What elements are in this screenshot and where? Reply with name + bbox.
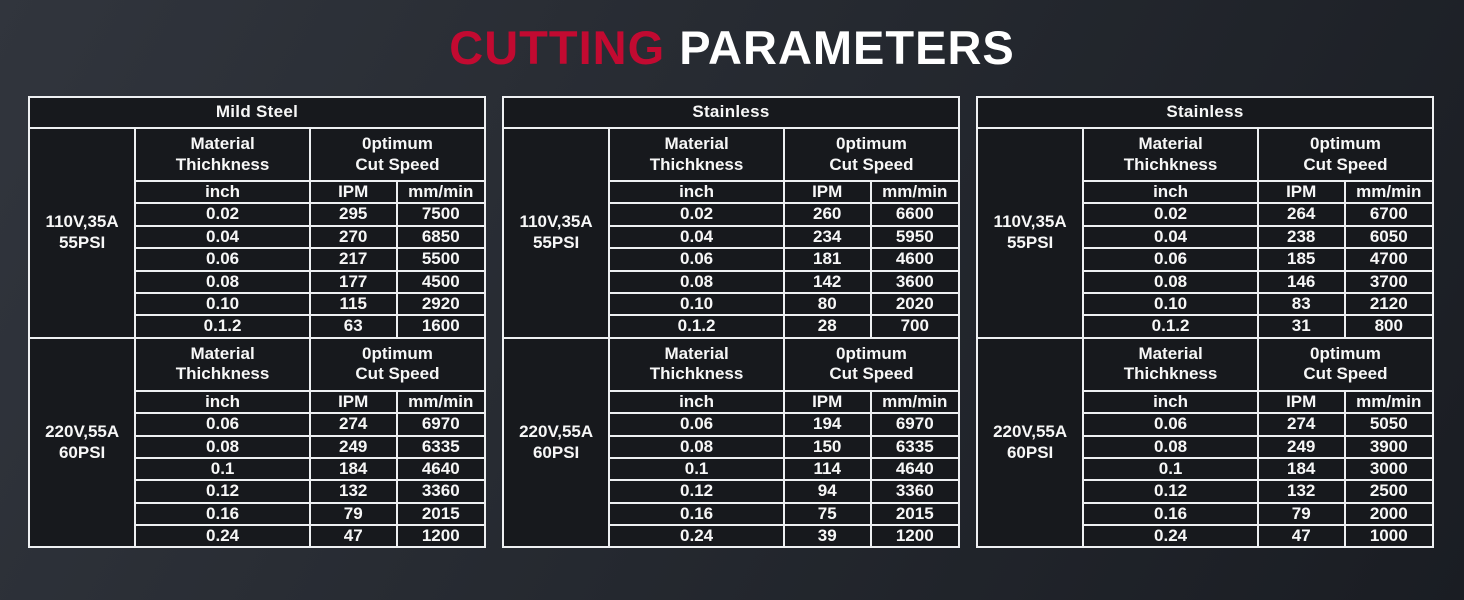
cell-ipm: 115 bbox=[310, 293, 397, 315]
unit-header-mm: mm/min bbox=[871, 181, 959, 203]
cell-ipm: 114 bbox=[784, 458, 871, 480]
section-label-line: 60PSI bbox=[532, 442, 580, 462]
col-header-line: Thichkness bbox=[175, 154, 270, 174]
cell-ipm: 132 bbox=[1258, 480, 1345, 502]
section-label-line: 220V,55A bbox=[519, 422, 594, 442]
cell-ipm: 177 bbox=[310, 271, 397, 293]
cell-thickness: 0.06 bbox=[135, 248, 310, 270]
section-header-row bbox=[503, 128, 959, 181]
table-body bbox=[977, 97, 1433, 547]
section-header-row bbox=[977, 338, 1433, 391]
section-header-row bbox=[29, 338, 485, 391]
col-header-speed bbox=[1258, 128, 1433, 181]
cell-thickness: 0.10 bbox=[135, 293, 310, 315]
cell-thickness: 0.08 bbox=[1083, 436, 1258, 458]
cell-ipm: 184 bbox=[310, 458, 397, 480]
cell-ipm: 39 bbox=[784, 525, 871, 547]
cell-thickness: 0.06 bbox=[609, 413, 784, 435]
cell-ipm: 142 bbox=[784, 271, 871, 293]
col-header-line: Thichkness bbox=[175, 364, 270, 384]
cell-mm: 6970 bbox=[397, 413, 485, 435]
col-header-line: Material bbox=[664, 343, 729, 363]
cell-thickness: 0.08 bbox=[1083, 271, 1258, 293]
col-header-line: Cut Speed bbox=[355, 364, 440, 384]
cell-mm: 3360 bbox=[397, 480, 485, 502]
unit-header-ipm: IPM bbox=[1258, 391, 1345, 413]
cell-ipm: 47 bbox=[1258, 525, 1345, 547]
cell-thickness: 0.1.2 bbox=[609, 315, 784, 337]
cell-mm: 3000 bbox=[1345, 458, 1433, 480]
page-title-accent: CUTTING bbox=[449, 21, 666, 74]
col-header-speed bbox=[310, 128, 485, 181]
cell-thickness: 0.10 bbox=[609, 293, 784, 315]
cell-mm: 6700 bbox=[1345, 203, 1433, 225]
cutting-parameters-table bbox=[28, 96, 486, 548]
cell-mm: 6970 bbox=[871, 413, 959, 435]
col-header-line: 0ptimum bbox=[1310, 343, 1381, 363]
table-body bbox=[503, 97, 959, 547]
col-header-line: 0ptimum bbox=[1310, 134, 1381, 154]
unit-header-ipm: IPM bbox=[310, 181, 397, 203]
cell-thickness: 0.1.2 bbox=[1083, 315, 1258, 337]
cell-ipm: 146 bbox=[1258, 271, 1345, 293]
section-header-row bbox=[977, 128, 1433, 181]
col-header-speed bbox=[784, 338, 959, 391]
cell-thickness: 0.16 bbox=[135, 503, 310, 525]
cell-ipm: 132 bbox=[310, 480, 397, 502]
section-label-line: 220V,55A bbox=[993, 422, 1068, 442]
cell-mm: 6335 bbox=[871, 436, 959, 458]
cell-mm: 2500 bbox=[1345, 480, 1433, 502]
cell-thickness: 0.06 bbox=[609, 248, 784, 270]
cell-mm: 4640 bbox=[397, 458, 485, 480]
cell-mm: 2015 bbox=[397, 503, 485, 525]
cell-ipm: 79 bbox=[1258, 503, 1345, 525]
cell-thickness: 0.10 bbox=[1083, 293, 1258, 315]
cell-ipm: 249 bbox=[1258, 436, 1345, 458]
cell-ipm: 150 bbox=[784, 436, 871, 458]
material-band-row bbox=[977, 97, 1433, 128]
cell-ipm: 249 bbox=[310, 436, 397, 458]
unit-header-inch: inch bbox=[609, 181, 784, 203]
col-header-thickness bbox=[609, 128, 784, 181]
unit-header-inch: inch bbox=[1083, 181, 1258, 203]
cell-thickness: 0.08 bbox=[609, 436, 784, 458]
col-header-speed bbox=[1258, 338, 1433, 391]
cell-ipm: 94 bbox=[784, 480, 871, 502]
col-header-speed bbox=[784, 128, 959, 181]
col-header-speed bbox=[310, 338, 485, 391]
table-body bbox=[29, 97, 485, 547]
cell-ipm: 80 bbox=[784, 293, 871, 315]
cell-mm: 4500 bbox=[397, 271, 485, 293]
unit-header-ipm: IPM bbox=[310, 391, 397, 413]
cell-thickness: 0.02 bbox=[135, 203, 310, 225]
cell-ipm: 63 bbox=[310, 315, 397, 337]
col-header-line: Material bbox=[1138, 134, 1203, 154]
col-header-line: Cut Speed bbox=[829, 364, 914, 384]
cell-thickness: 0.12 bbox=[135, 480, 310, 502]
cutting-parameters-table bbox=[976, 96, 1434, 548]
cell-mm: 700 bbox=[871, 315, 959, 337]
cell-thickness: 0.1 bbox=[135, 458, 310, 480]
section-label bbox=[29, 338, 135, 548]
section-label-line: 110V,35A bbox=[45, 212, 119, 232]
cell-ipm: 184 bbox=[1258, 458, 1345, 480]
cell-mm: 4640 bbox=[871, 458, 959, 480]
cell-mm: 3600 bbox=[871, 271, 959, 293]
unit-header-ipm: IPM bbox=[784, 391, 871, 413]
unit-header-mm: mm/min bbox=[1345, 391, 1433, 413]
cutting-parameters-table bbox=[502, 96, 960, 548]
cell-ipm: 31 bbox=[1258, 315, 1345, 337]
section-label bbox=[503, 128, 609, 338]
col-header-line: Cut Speed bbox=[829, 154, 914, 174]
section-label-line: 55PSI bbox=[1006, 232, 1054, 252]
cell-ipm: 264 bbox=[1258, 203, 1345, 225]
col-header-line: Cut Speed bbox=[355, 154, 440, 174]
cell-thickness: 0.12 bbox=[1083, 480, 1258, 502]
unit-header-inch: inch bbox=[135, 391, 310, 413]
section-label bbox=[977, 338, 1083, 548]
col-header-line: Material bbox=[190, 343, 255, 363]
material-title-band: Stainless bbox=[977, 97, 1433, 128]
cell-thickness: 0.08 bbox=[609, 271, 784, 293]
cell-mm: 1200 bbox=[397, 525, 485, 547]
section-label-line: 110V,35A bbox=[993, 212, 1067, 232]
section-label-line: 110V,35A bbox=[519, 212, 593, 232]
col-header-thickness bbox=[1083, 338, 1258, 391]
cell-mm: 800 bbox=[1345, 315, 1433, 337]
cell-thickness: 0.12 bbox=[609, 480, 784, 502]
cell-ipm: 83 bbox=[1258, 293, 1345, 315]
material-title-band: Stainless bbox=[503, 97, 959, 128]
section-label bbox=[977, 128, 1083, 338]
material-band-row bbox=[503, 97, 959, 128]
cell-thickness: 0.02 bbox=[1083, 203, 1258, 225]
col-header-line: 0ptimum bbox=[836, 134, 907, 154]
unit-header-mm: mm/min bbox=[397, 181, 485, 203]
col-header-line: Cut Speed bbox=[1303, 154, 1388, 174]
cell-mm: 6050 bbox=[1345, 226, 1433, 248]
col-header-line: 0ptimum bbox=[362, 134, 433, 154]
cell-mm: 4700 bbox=[1345, 248, 1433, 270]
section-label bbox=[503, 338, 609, 548]
col-header-line: 0ptimum bbox=[836, 343, 907, 363]
cell-ipm: 75 bbox=[784, 503, 871, 525]
col-header-line: Thichkness bbox=[649, 154, 744, 174]
cell-mm: 3900 bbox=[1345, 436, 1433, 458]
cell-ipm: 274 bbox=[310, 413, 397, 435]
section-label-line: 60PSI bbox=[58, 442, 106, 462]
cell-thickness: 0.04 bbox=[609, 226, 784, 248]
section-label-line: 60PSI bbox=[1006, 442, 1054, 462]
col-header-thickness bbox=[135, 338, 310, 391]
tables-row bbox=[28, 96, 1434, 548]
cell-mm: 4600 bbox=[871, 248, 959, 270]
section-label-line: 220V,55A bbox=[45, 422, 120, 442]
col-header-line: Thichkness bbox=[1123, 364, 1218, 384]
col-header-line: Cut Speed bbox=[1303, 364, 1388, 384]
col-header-line: Material bbox=[190, 134, 255, 154]
cell-ipm: 274 bbox=[1258, 413, 1345, 435]
cell-thickness: 0.1 bbox=[609, 458, 784, 480]
cell-mm: 5050 bbox=[1345, 413, 1433, 435]
col-header-line: Material bbox=[1138, 343, 1203, 363]
cell-thickness: 0.04 bbox=[1083, 226, 1258, 248]
cell-mm: 2920 bbox=[397, 293, 485, 315]
page-title-rest: PARAMETERS bbox=[665, 21, 1015, 74]
cell-thickness: 0.24 bbox=[1083, 525, 1258, 547]
unit-header-inch: inch bbox=[1083, 391, 1258, 413]
cell-ipm: 185 bbox=[1258, 248, 1345, 270]
cell-mm: 6600 bbox=[871, 203, 959, 225]
cell-thickness: 0.24 bbox=[609, 525, 784, 547]
cell-ipm: 47 bbox=[310, 525, 397, 547]
cell-ipm: 79 bbox=[310, 503, 397, 525]
cell-mm: 1000 bbox=[1345, 525, 1433, 547]
cell-thickness: 0.24 bbox=[135, 525, 310, 547]
cell-mm: 6335 bbox=[397, 436, 485, 458]
cell-ipm: 260 bbox=[784, 203, 871, 225]
unit-header-inch: inch bbox=[609, 391, 784, 413]
material-title-band: Mild Steel bbox=[29, 97, 485, 128]
cell-thickness: 0.06 bbox=[1083, 413, 1258, 435]
cell-thickness: 0.1 bbox=[1083, 458, 1258, 480]
cell-thickness: 0.08 bbox=[135, 271, 310, 293]
unit-header-inch: inch bbox=[135, 181, 310, 203]
col-header-line: Thichkness bbox=[1123, 154, 1218, 174]
cell-mm: 5500 bbox=[397, 248, 485, 270]
cell-mm: 3360 bbox=[871, 480, 959, 502]
unit-header-mm: mm/min bbox=[397, 391, 485, 413]
unit-header-ipm: IPM bbox=[1258, 181, 1345, 203]
cell-mm: 5950 bbox=[871, 226, 959, 248]
section-header-row bbox=[29, 128, 485, 181]
section-label bbox=[29, 128, 135, 338]
cell-mm: 2120 bbox=[1345, 293, 1433, 315]
cell-mm: 6850 bbox=[397, 226, 485, 248]
cell-mm: 2015 bbox=[871, 503, 959, 525]
page-title bbox=[0, 22, 1464, 74]
cell-thickness: 0.1.2 bbox=[135, 315, 310, 337]
col-header-line: Thichkness bbox=[649, 364, 744, 384]
cell-mm: 3700 bbox=[1345, 271, 1433, 293]
col-header-line: Material bbox=[664, 134, 729, 154]
cell-mm: 2020 bbox=[871, 293, 959, 315]
unit-header-ipm: IPM bbox=[784, 181, 871, 203]
col-header-thickness bbox=[135, 128, 310, 181]
cell-thickness: 0.16 bbox=[609, 503, 784, 525]
cell-thickness: 0.06 bbox=[135, 413, 310, 435]
cell-ipm: 234 bbox=[784, 226, 871, 248]
cell-thickness: 0.02 bbox=[609, 203, 784, 225]
cell-thickness: 0.04 bbox=[135, 226, 310, 248]
cell-thickness: 0.06 bbox=[1083, 248, 1258, 270]
section-header-row bbox=[503, 338, 959, 391]
cell-ipm: 194 bbox=[784, 413, 871, 435]
section-label-line: 55PSI bbox=[58, 232, 106, 252]
col-header-thickness bbox=[1083, 128, 1258, 181]
cell-ipm: 238 bbox=[1258, 226, 1345, 248]
col-header-line: 0ptimum bbox=[362, 343, 433, 363]
unit-header-mm: mm/min bbox=[1345, 181, 1433, 203]
cell-mm: 1600 bbox=[397, 315, 485, 337]
material-band-row bbox=[29, 97, 485, 128]
cell-ipm: 217 bbox=[310, 248, 397, 270]
col-header-thickness bbox=[609, 338, 784, 391]
cell-mm: 7500 bbox=[397, 203, 485, 225]
unit-header-mm: mm/min bbox=[871, 391, 959, 413]
cell-mm: 2000 bbox=[1345, 503, 1433, 525]
cell-ipm: 270 bbox=[310, 226, 397, 248]
cell-mm: 1200 bbox=[871, 525, 959, 547]
section-label-line: 55PSI bbox=[532, 232, 580, 252]
cell-ipm: 295 bbox=[310, 203, 397, 225]
cell-thickness: 0.08 bbox=[135, 436, 310, 458]
cell-ipm: 28 bbox=[784, 315, 871, 337]
cell-thickness: 0.16 bbox=[1083, 503, 1258, 525]
cell-ipm: 181 bbox=[784, 248, 871, 270]
